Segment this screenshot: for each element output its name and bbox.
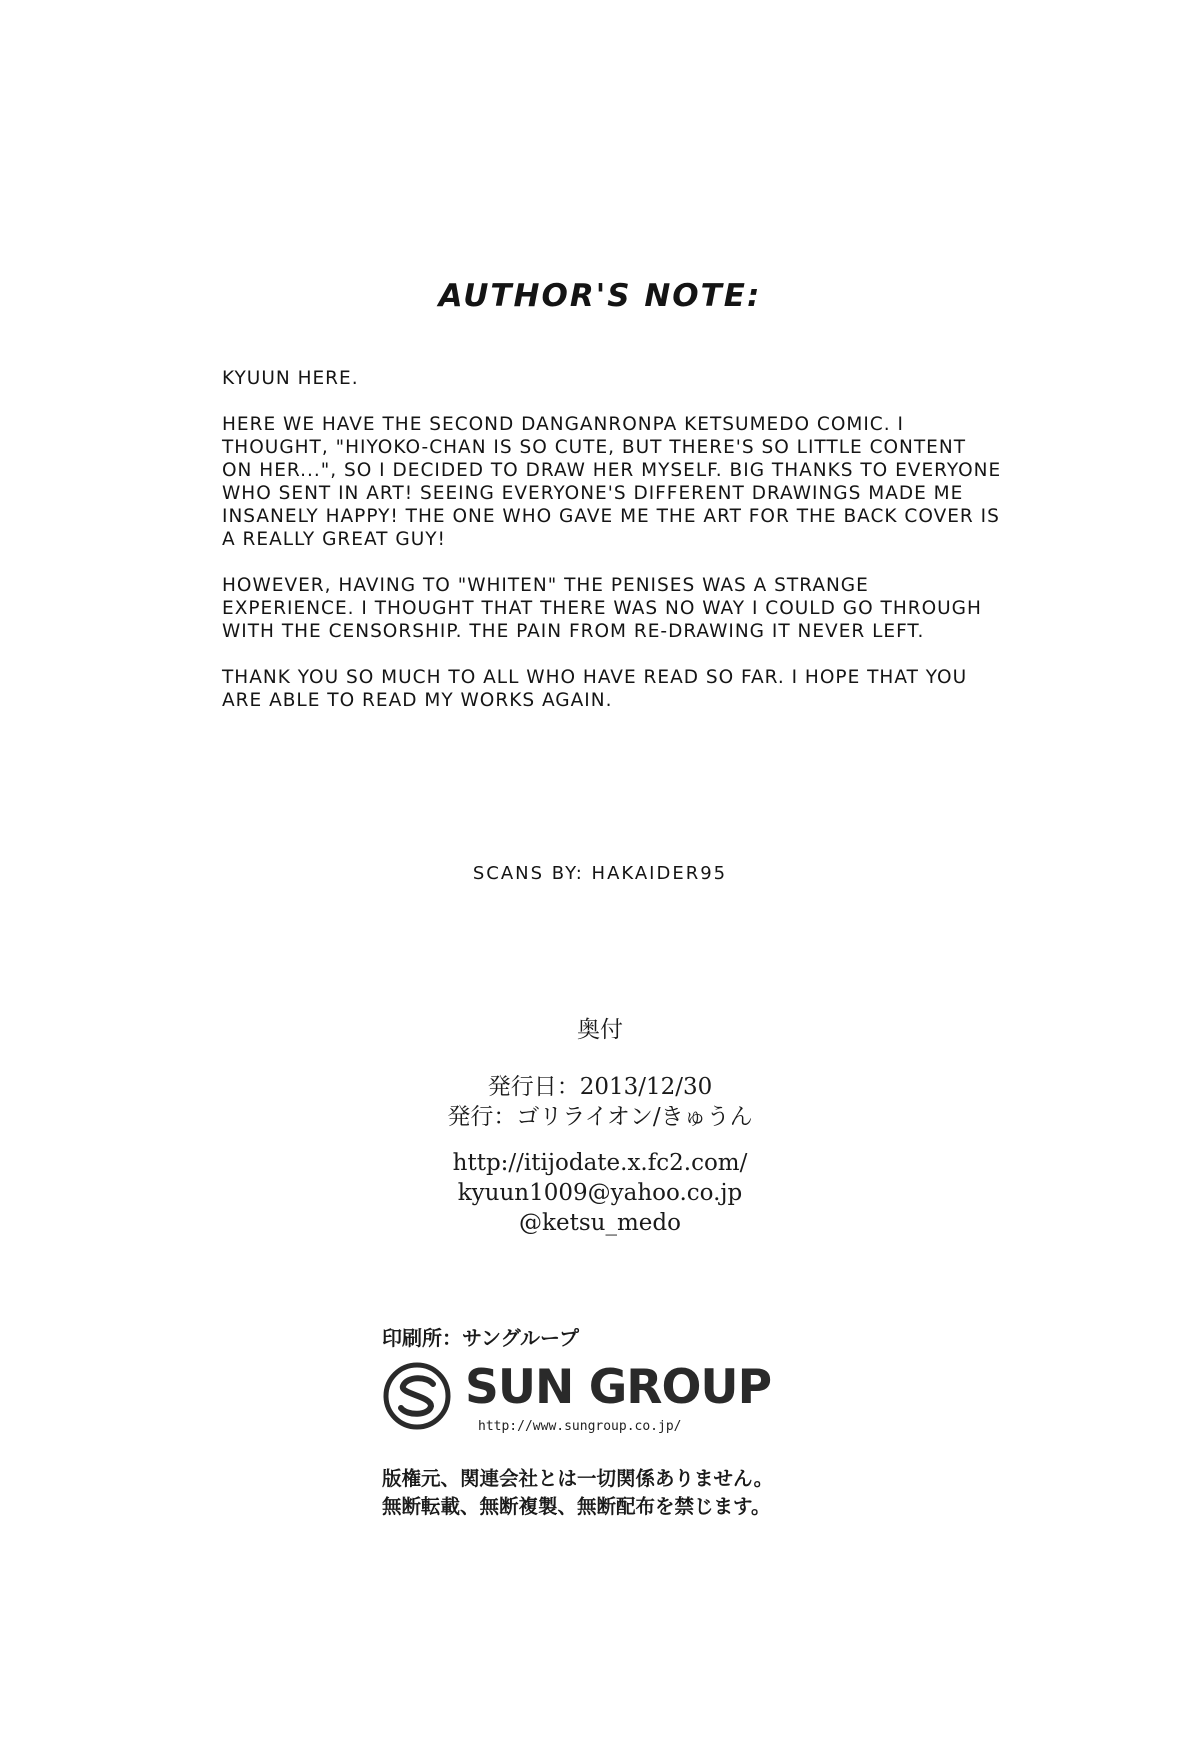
colophon-heading: 奥付: [577, 1017, 623, 1043]
sun-group-logo-icon: [383, 1362, 451, 1430]
note-paragraph: THANK YOU SO MUCH TO ALL WHO HAVE READ SO FAR. I HOPE THAT YOU ARE ABLE TO READ MY WORKS AGAIN.: [222, 667, 968, 711]
twitter-handle: @ketsu_medo: [519, 1210, 681, 1236]
author-note-body: [222, 367, 1002, 735]
logo-text: SUN GROUP: [465, 1360, 772, 1415]
note-paragraph: HOWEVER, HAVING TO "WHITEN" THE PENISES WAS A STRANGE EXPERIENCE. I THOUGHT THAT THERE WAS NO WAY I COULD GO THROUGH WITH THE CENSORSHIP. THE PAIN FROM RE-DRAWING IT NEVER LEFT.: [222, 575, 982, 642]
logo-url: http://www.sungroup.co.jp/: [478, 1419, 682, 1434]
printer-label: 印刷所：サングループ: [382, 1326, 579, 1350]
author-note-title: AUTHOR'S NOTE:: [438, 278, 762, 314]
sun-group-logo: [383, 1358, 772, 1438]
publish-date: 発行日：2013/12/30: [487, 1074, 713, 1100]
email-address: kyuun1009@yahoo.co.jp: [457, 1180, 743, 1206]
publisher: 発行：ゴリライオン/きゅうん: [447, 1104, 753, 1130]
note-paragraph: KYUUN HERE.: [222, 368, 359, 389]
legal-notice-line: 版権元、関連会社とは一切関係ありません。: [382, 1467, 774, 1490]
note-paragraph: HERE WE HAVE THE SECOND DANGANRONPA KETSUMEDO COMIC. I THOUGHT, "HIYOKO-CHAN IS SO CUTE, BUT THERE'S SO LITTLE CONTENT ON HER...", SO I DECIDED TO DRAW HER MYSELF. BIG THANKS TO EVERYONE WHO SENT IN ART! SEEING EVERYONE'S DIFFERENT DRAWINGS MADE ME INSANELY HAPPY! THE ONE WHO GAVE ME THE ART FOR THE BACK COVER IS A REALLY GREAT GUY!: [222, 414, 1002, 550]
legal-notice-line: 無断転載、無断複製、無断配布を禁じます。: [382, 1495, 771, 1518]
website-url: http://itijodate.x.fc2.com/: [452, 1150, 748, 1176]
scans-credit: SCANS BY: HAKAIDER95: [472, 863, 728, 884]
